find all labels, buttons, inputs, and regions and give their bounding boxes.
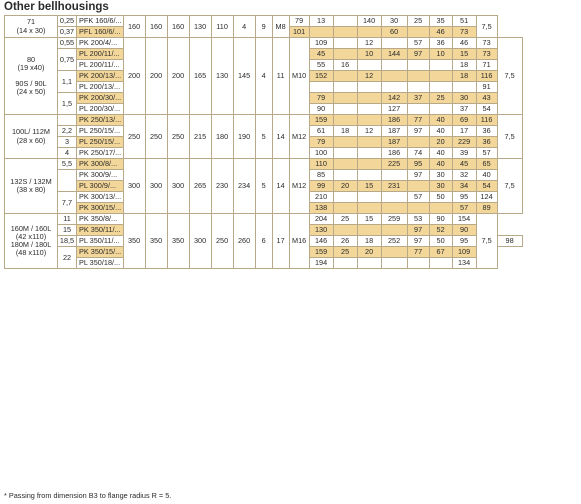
designation: PK 250/17/... [77,148,124,159]
table-row [5,214,523,225]
dimension-cell: 18 [452,60,476,71]
dimension-cell [381,71,407,82]
shared-dimension: 6 [255,214,272,269]
dimension-cell [357,115,381,126]
flange-r2: 7,5 [476,214,497,269]
dimension-cell [381,203,407,214]
dimension-cell: 45 [452,159,476,170]
dimension-cell: 159 [309,115,333,126]
dimension-cell [333,203,357,214]
dimension-cell: 144 [381,49,407,60]
designation: PL 250/15/... [77,137,124,148]
dimension-cell: 52 [429,225,452,236]
dimension-cell: 77 [407,115,429,126]
dimension-cell: 36 [429,38,452,49]
dimension-cell: 98 [497,236,522,247]
dimension-cell: 37 [407,93,429,104]
dimension-cell: 25 [333,247,357,258]
dimension-cell: 46 [429,27,452,38]
dimension-cell [333,137,357,148]
dimension-cell: 40 [429,148,452,159]
shared-dimension: 230 [211,159,233,214]
designation: PL 200/13/... [77,82,124,93]
dimension-cell [357,203,381,214]
dimension-cell: 89 [476,203,497,214]
shared-dimension: 160 [167,16,189,38]
dimension-cell: 15 [357,181,381,192]
dimension-cell: 140 [357,16,381,27]
dimension-cell: 259 [381,214,407,225]
dimension-cell: 79 [289,16,309,27]
shared-dimension: 350 [167,214,189,269]
power-kw: 2,2 [58,126,77,137]
shared-dimension: 17 [272,214,289,269]
dimension-cell: 79 [309,93,333,104]
dimension-cell: 34 [452,181,476,192]
dimension-cell [381,247,407,258]
dimension-cell: 20 [429,137,452,148]
shared-dimension: 145 [233,38,255,115]
shared-dimension: 300 [167,159,189,214]
dimension-cell: 95 [452,236,476,247]
shared-dimension: 200 [145,38,167,115]
dimension-cell: 204 [309,214,333,225]
dimension-cell: 97 [407,236,429,247]
flange-r2: 7,5 [497,115,522,159]
dimension-cell [429,71,452,82]
dimension-cell [333,148,357,159]
shared-dimension: 14 [272,115,289,159]
dimension-cell: 30 [429,170,452,181]
dimension-cell: 109 [452,247,476,258]
dimension-cell: 225 [381,159,407,170]
dimension-cell [333,93,357,104]
shared-dimension: M16 [289,214,309,269]
designation: PK 300/13/... [77,192,124,203]
power-kw: 0,75 [58,49,77,71]
flange-r2: 7,5 [497,159,522,214]
dimension-cell: 61 [309,126,333,137]
dimension-cell: 57 [407,192,429,203]
designation: PL 350/18/... [77,258,124,269]
dimension-cell: 54 [476,181,497,192]
power-kw: 0,55 [58,38,77,49]
dimension-cell: 20 [357,247,381,258]
page-title: Other bellhousings [4,1,109,13]
dimension-cell [357,137,381,148]
dimension-cell: 13 [309,16,333,27]
dimension-cell: 231 [381,181,407,192]
designation: PK 200/30/... [77,93,124,104]
shared-dimension: 300 [189,214,211,269]
dimension-cell [333,192,357,203]
dimension-cell: 40 [476,170,497,181]
shared-dimension: 350 [123,214,145,269]
dimension-cell: 25 [333,214,357,225]
dimension-cell [333,71,357,82]
dimension-cell [407,71,429,82]
dimension-cell [357,159,381,170]
dimension-cell [381,225,407,236]
dimension-cell: 130 [309,225,333,236]
dimension-cell: 53 [407,214,429,225]
dimension-cell: 57 [407,38,429,49]
power-kw: 11 [58,214,77,225]
designation: PK 350/11/... [77,225,124,236]
dimension-cell: 67 [429,247,452,258]
dimension-cell: 187 [381,137,407,148]
table-row [5,16,523,27]
dimension-cell [407,60,429,71]
designation: PL 200/11/... [77,60,124,71]
dimension-cell [333,225,357,236]
dimension-cell: 187 [381,126,407,137]
shared-dimension: 265 [189,159,211,214]
dimension-cell: 10 [429,49,452,60]
footnote: * Passing from dimension B3 to flange radius R = 5. [4,491,172,500]
dimension-cell [429,60,452,71]
flange-r2: 7,5 [497,38,522,115]
power-kw: 1,5 [58,93,77,115]
motor-size-label: 160M / 160L (42 x110) 180M / 180L (48 x110) [5,214,58,269]
dimension-cell [407,82,429,93]
dimension-cell [429,258,452,269]
dimension-cell: 37 [452,104,476,115]
power-kw: 0,37 [58,27,77,38]
shared-dimension: 4 [233,16,255,38]
dimension-cell [333,104,357,115]
dimension-cell: 77 [407,247,429,258]
dimension-cell [357,60,381,71]
dimension-cell: 116 [476,71,497,82]
table-row [5,115,523,126]
designation: PL 300/9/... [77,181,124,192]
motor-size-label: 132S / 132M (38 x 80) [5,159,58,214]
dimension-cell [357,225,381,236]
dimension-cell: 138 [309,203,333,214]
dimension-cell: 210 [309,192,333,203]
shared-dimension: 260 [233,214,255,269]
dimension-cell: 26 [333,236,357,247]
shared-dimension: 200 [123,38,145,115]
dimension-cell: 229 [452,137,476,148]
dimension-cell: 50 [429,236,452,247]
dimension-cell: 95 [407,159,429,170]
dimension-cell: 124 [476,192,497,203]
dimension-cell [381,258,407,269]
dimension-cell: 90 [452,225,476,236]
dimension-cell: 73 [476,38,497,49]
dimension-cell: 57 [476,148,497,159]
dimension-cell: 97 [407,170,429,181]
table-row [5,159,523,170]
dimension-cell [357,104,381,115]
dimension-cell [309,82,333,93]
dimension-cell: 71 [476,60,497,71]
dimension-cell: 90 [429,214,452,225]
dimension-cell: 101 [289,27,309,38]
shared-dimension: 11 [272,38,289,115]
dimension-cell: 18 [333,126,357,137]
dimension-cell: 97 [407,126,429,137]
dimension-cell: 127 [381,104,407,115]
dimension-cell: 12 [357,71,381,82]
shared-dimension: 350 [145,214,167,269]
dimension-cell [333,16,357,27]
dimension-cell: 36 [476,126,497,137]
dimension-cell: 73 [476,49,497,60]
dimension-cell: 73 [452,27,476,38]
dimension-cell [357,170,381,181]
power-kw: 15 [58,225,77,236]
power-kw: 0,25 [58,16,77,27]
power-kw: 4 [58,148,77,159]
dimension-cell: 79 [309,137,333,148]
power-kw: 18,5 [58,236,77,247]
dimension-cell [407,203,429,214]
dimension-cell: 69 [452,115,476,126]
dimension-cell [309,27,333,38]
shared-dimension: 165 [189,38,211,115]
shared-dimension: 130 [189,16,211,38]
dimension-cell [357,192,381,203]
shared-dimension: M8 [272,16,289,38]
motor-size-label: 80 (19 x40) 90S / 90L (24 x 50) [5,38,58,115]
shared-dimension: 180 [211,115,233,159]
shared-dimension: 234 [233,159,255,214]
shared-dimension: 5 [255,115,272,159]
dimension-cell: 17 [452,126,476,137]
dimension-cell: 18 [357,236,381,247]
dimension-cell: 186 [381,148,407,159]
designation: PK 300/8/... [77,159,124,170]
dimension-cell [407,27,429,38]
shared-dimension: 250 [167,115,189,159]
dimension-cell: 50 [429,192,452,203]
designation: PL 350/11/... [77,236,124,247]
motor-size-label: 71 (14 x 30) [5,16,58,38]
dimension-cell [407,181,429,192]
flange-r2: 7,5 [476,16,497,38]
dimension-cell: 30 [429,181,452,192]
dimension-cell: 30 [381,16,407,27]
designation: PFL 160/6/... [77,27,124,38]
shared-dimension: 250 [211,214,233,269]
dimension-cell: 25 [429,93,452,104]
designation: PK 300/9/... [77,170,124,181]
shared-dimension: 250 [123,115,145,159]
dimension-cell: 97 [407,225,429,236]
motor-size-label: 100L/ 112M (28 x 60) [5,115,58,159]
dimension-cell: 95 [452,192,476,203]
shared-dimension: 9 [255,16,272,38]
dimension-cell [407,104,429,115]
shared-dimension: 110 [211,16,233,38]
dimension-cell: 110 [309,159,333,170]
dimension-cell: 40 [429,159,452,170]
dimension-cell [357,27,381,38]
dimension-cell: 109 [309,38,333,49]
dimension-cell: 99 [309,181,333,192]
designation: PK 350/8/... [77,214,124,225]
dimension-cell: 55 [309,60,333,71]
dimension-cell [333,258,357,269]
dimension-cell: 16 [333,60,357,71]
dimension-cell: 30 [452,93,476,104]
dimension-cell: 65 [476,159,497,170]
dimension-cell [333,170,357,181]
designation: PFK 160/6/... [77,16,124,27]
shared-dimension: 5 [255,159,272,214]
dimension-cell [381,82,407,93]
shared-dimension: 130 [211,38,233,115]
power-kw: 7,7 [58,192,77,214]
dimension-cell [381,192,407,203]
dimension-cell: 32 [452,170,476,181]
dimension-cell: 15 [452,49,476,60]
dimension-cell [429,203,452,214]
dimension-cell: 10 [357,49,381,60]
power-kw: 22 [58,247,77,269]
shared-dimension: 4 [255,38,272,115]
dimension-cell: 51 [452,16,476,27]
dimension-cell: 15 [357,214,381,225]
shared-dimension: 160 [145,16,167,38]
dimension-cell: 20 [333,181,357,192]
dimension-cell: 186 [381,115,407,126]
dimension-cell: 90 [309,104,333,115]
power-kw [58,170,77,192]
power-kw [58,115,77,126]
dimension-cell: 142 [381,93,407,104]
dimension-cell [429,82,452,93]
designation: PK 350/15/... [77,247,124,258]
shared-dimension: M10 [289,38,309,115]
dimension-cell: 12 [357,38,381,49]
dimension-cell [452,82,476,93]
dimension-cell: 18 [452,71,476,82]
dimension-cell: 100 [309,148,333,159]
dimension-cell [357,258,381,269]
designation: PL 200/30/... [77,104,124,115]
dimension-cell [357,93,381,104]
bellhousing-table [4,15,523,269]
shared-dimension: 200 [167,38,189,115]
dimension-cell [333,49,357,60]
dimension-cell [333,115,357,126]
dimension-cell: 40 [429,126,452,137]
dimension-cell: 97 [407,49,429,60]
dimension-cell [381,60,407,71]
designation: PK 300/15/... [77,203,124,214]
dimension-cell: 39 [452,148,476,159]
dimension-cell: 43 [476,93,497,104]
dimension-cell [357,82,381,93]
power-kw: 3 [58,137,77,148]
designation: PL 200/11/... [77,49,124,60]
dimension-cell [333,27,357,38]
dimension-cell: 25 [407,16,429,27]
dimension-cell [333,159,357,170]
dimension-cell: 252 [381,236,407,247]
designation: PL 250/15/... [77,126,124,137]
dimension-cell [381,170,407,181]
shared-dimension: M12 [289,159,309,214]
dimension-cell: 35 [429,16,452,27]
shared-dimension: 190 [233,115,255,159]
dimension-cell: 36 [476,137,497,148]
dimension-cell: 57 [452,203,476,214]
dimension-cell: 85 [309,170,333,181]
shared-dimension: 300 [145,159,167,214]
designation: PK 200/13/... [77,71,124,82]
dimension-cell: 154 [452,214,476,225]
dimension-cell: 12 [357,126,381,137]
dimension-cell: 152 [309,71,333,82]
dimension-cell [407,258,429,269]
dimension-cell: 40 [429,115,452,126]
dimension-cell: 45 [309,49,333,60]
dimension-cell: 91 [476,82,497,93]
designation: PK 250/13/... [77,115,124,126]
shared-dimension: 14 [272,159,289,214]
dimension-cell [429,104,452,115]
designation: PK 200/4/... [77,38,124,49]
dimension-cell: 146 [309,236,333,247]
dimension-cell: 134 [452,258,476,269]
dimension-cell [357,148,381,159]
power-kw: 5,5 [58,159,77,170]
power-kw: 1,1 [58,71,77,93]
shared-dimension: M12 [289,115,309,159]
dimension-cell [333,82,357,93]
dimension-cell: 116 [476,115,497,126]
dimension-cell: 54 [476,104,497,115]
dimension-cell [333,38,357,49]
shared-dimension: 160 [123,16,145,38]
dimension-cell: 159 [309,247,333,258]
dimension-cell: 60 [381,27,407,38]
shared-dimension: 250 [145,115,167,159]
dimension-cell: 194 [309,258,333,269]
shared-dimension: 300 [123,159,145,214]
dimension-cell: 74 [407,148,429,159]
dimension-cell: 46 [452,38,476,49]
dimension-cell [407,137,429,148]
shared-dimension: 215 [189,115,211,159]
table-row [5,38,523,49]
dimension-cell [381,38,407,49]
